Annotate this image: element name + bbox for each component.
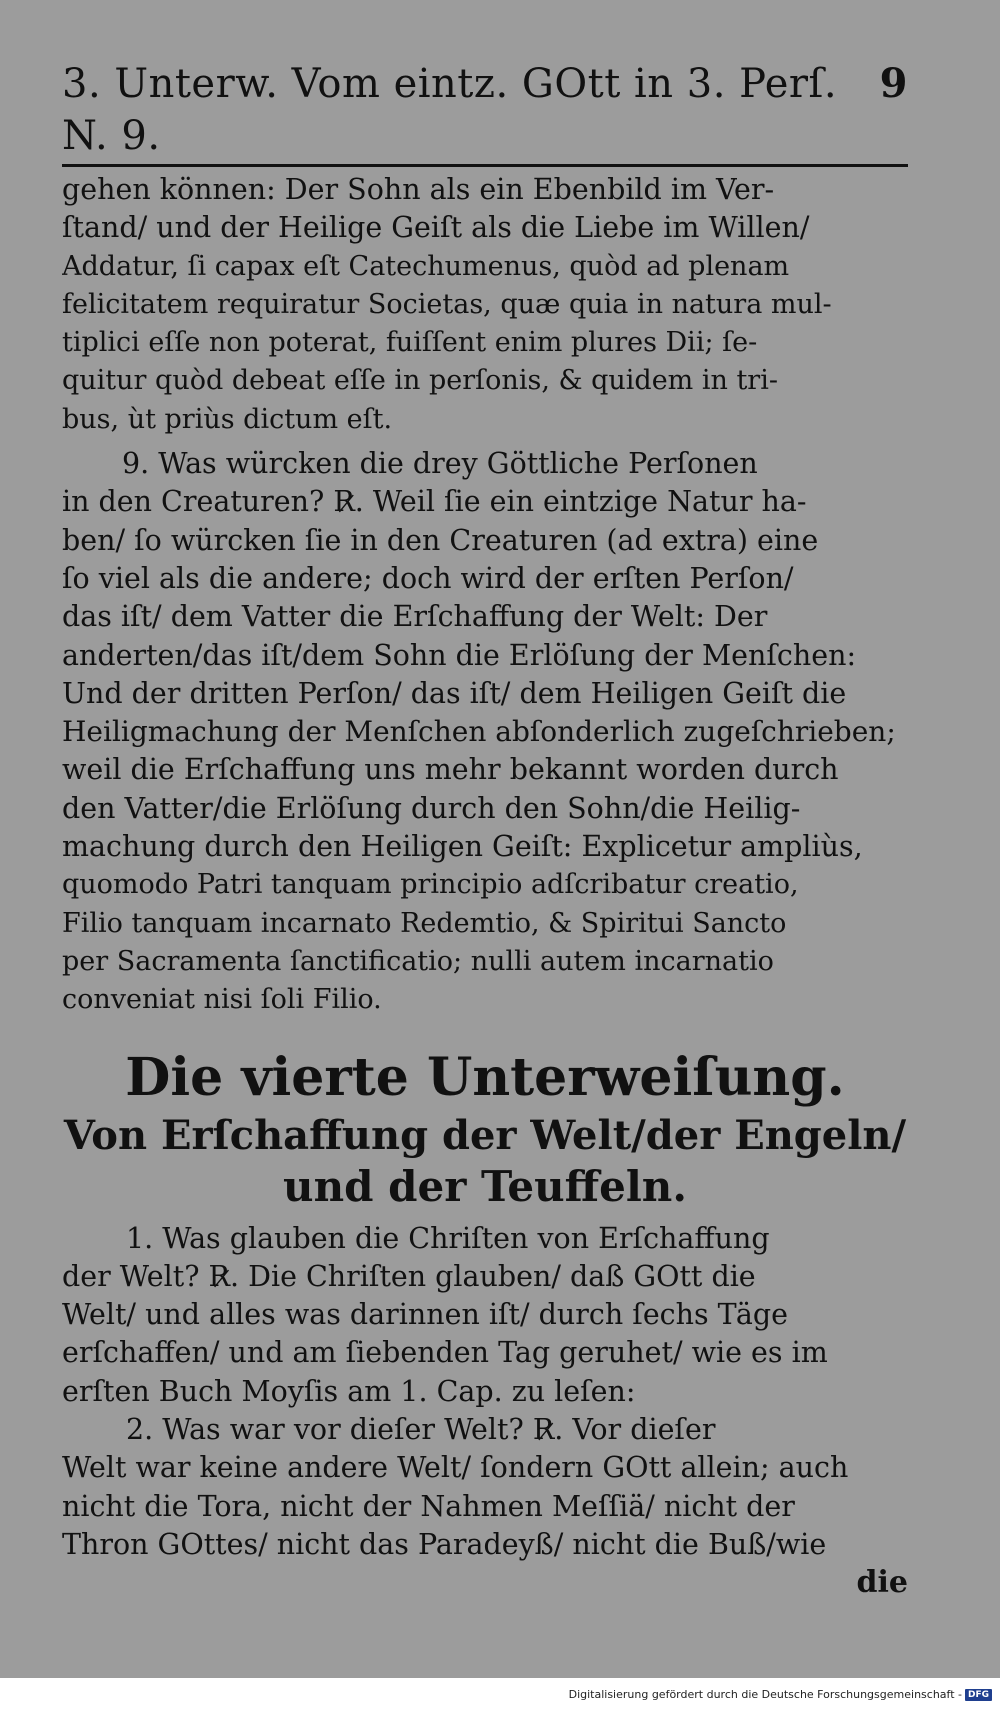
- text-line: erſchaffen/ und am ſiebenden Tag geruhet/ wie es im: [62, 1336, 828, 1370]
- question-1: [62, 1220, 908, 1411]
- dfg-logo-icon: DFG: [965, 1689, 992, 1701]
- text-line: ſo viel als die andere; doch wird der erſten Perſon/: [62, 561, 794, 595]
- page-content: [62, 58, 908, 1602]
- running-header: [62, 58, 908, 167]
- chapter-heading: [62, 1046, 908, 1212]
- latin-line: conveniat nisi ſoli Filio.: [62, 984, 382, 1016]
- text-line: den Vatter/die Erlöſung durch den Sohn/die Heilig-: [62, 791, 801, 825]
- page-number: 9: [879, 60, 908, 107]
- paragraph-continuation: [62, 171, 908, 439]
- text-line: machung durch den Heiligen Geiſt: Explicetur ampliùs,: [62, 830, 863, 864]
- text-line: der Welt? R̷. Die Chriſten glauben/ daß GOtt die: [62, 1259, 756, 1293]
- text-line: 1. Was glauben die Chriſten von Erſchaffung: [126, 1221, 770, 1255]
- running-title: 3. Unterw. Vom eintz. GOtt in 3. Perſ. N. 9.: [62, 61, 838, 159]
- question-9: [62, 445, 908, 1019]
- chapter-subtitle: und der Teuffeln.: [283, 1161, 687, 1211]
- text-line: Thron GOttes/ nicht das Paradeyß/ nicht die Buß/wie: [62, 1527, 827, 1561]
- text-line: 9. Was würcken die drey Göttliche Perſonen: [122, 447, 758, 481]
- latin-line: quitur quòd debeat eſſe in perſonis, & quidem in tri-: [62, 365, 778, 397]
- latin-line: bus, ùt priùs dictum eſt.: [62, 403, 393, 435]
- digitization-footer: [569, 1688, 992, 1701]
- text-line: Heiligmachung der Menſchen abſonderlich zugeſchrieben;: [62, 715, 896, 749]
- latin-line: Addatur, ſi capax eſt Catechumenus, quòd ad plenam: [62, 250, 790, 282]
- latin-line: quomodo Patri tanquam principio adſcribatur creatio,: [62, 869, 799, 901]
- text-line: anderten/das iſt/dem Sohn die Erlöſung der Menſchen:: [62, 638, 857, 672]
- question-2: [62, 1411, 908, 1564]
- text-line: 2. Was war vor dieſer Welt? R̷. Vor dieſer: [126, 1413, 716, 1447]
- text-line: ſtand/ und der Heilige Geiſt als die Liebe im Willen/: [62, 211, 810, 245]
- text-line: das iſt/ dem Vatter die Erſchaffung der Welt: Der: [62, 600, 768, 634]
- chapter-subtitle: Von Erſchaffung der Welt/der Engeln/: [63, 1111, 907, 1159]
- text-line: ben/ ſo würcken ſie in den Creaturen (ad extra) eine: [62, 523, 819, 557]
- catchword: die: [856, 1565, 908, 1601]
- latin-line: tiplici eſſe non poterat, fuiſſent enim plures Dii; ſe-: [62, 327, 758, 359]
- text-line: nicht die Tora, nicht der Nahmen Meſſiä/ nicht der: [62, 1489, 795, 1523]
- text-line: in den Creaturen? R̷. Weil ſie ein eintzige Natur ha-: [62, 485, 807, 519]
- text-line: gehen können: Der Sohn als ein Ebenbild im Ver-: [62, 173, 775, 206]
- latin-line: Filio tanquam incarnato Redemtio, & Spiritui Sancto: [62, 907, 787, 939]
- chapter-title: Die vierte Unterweiſung.: [125, 1046, 845, 1108]
- latin-line: per Sacramenta ſanctificatio; nulli autem incarnatio: [62, 945, 774, 977]
- footer-text: Digitalisierung gefördert durch die Deutsche Forschungsgemeinschaft -: [568, 1688, 962, 1701]
- text-line: Welt/ und alles was darinnen iſt/ durch ſechs Täge: [62, 1298, 788, 1332]
- text-line: erſten Buch Moyſis am 1. Cap. zu leſen:: [62, 1374, 636, 1408]
- text-line: Welt war keine andere Welt/ ſondern GOtt allein; auch: [62, 1451, 849, 1485]
- text-line: weil die Erſchaffung uns mehr bekannt worden durch: [62, 753, 839, 787]
- latin-line: felicitatem requiratur Societas, quæ quia in natura mul-: [62, 288, 832, 320]
- text-line: Und der dritten Perſon/ das iſt/ dem Heiligen Geiſt die: [62, 676, 847, 710]
